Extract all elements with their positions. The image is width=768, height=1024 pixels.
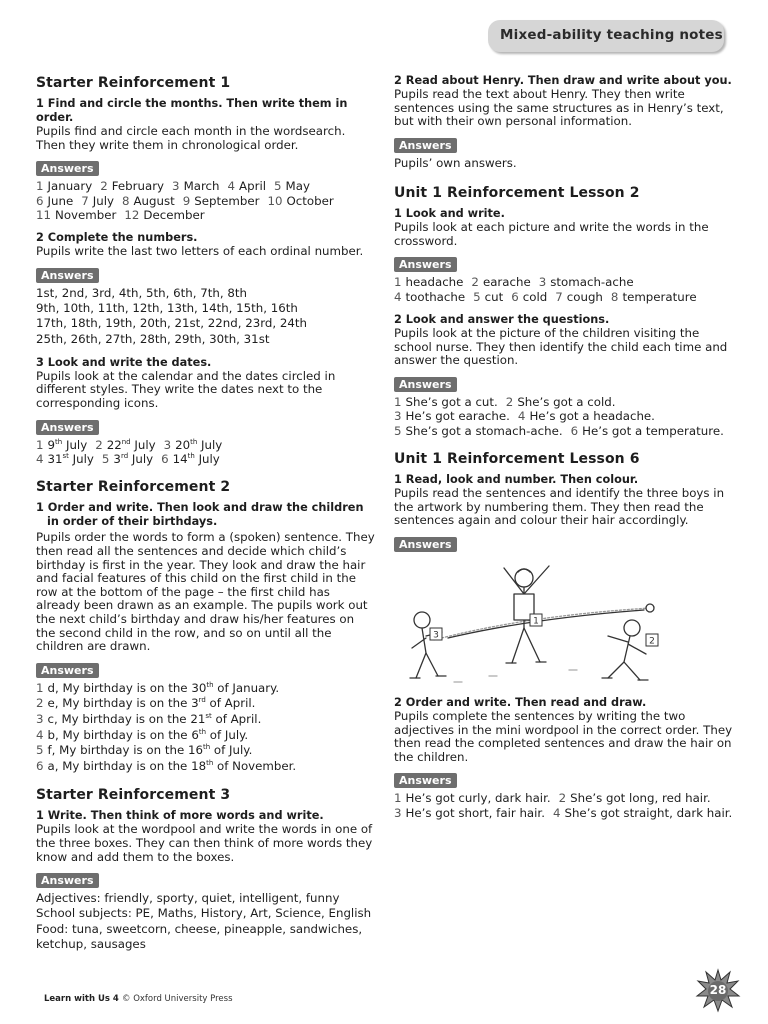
section-title: Starter Reinforcement 3 [36,787,231,804]
answer-text: cut [484,289,504,304]
answer-number: 12 [124,208,140,222]
number-label [530,614,542,627]
answer-number: 6 [161,452,169,466]
answers-label: Answers [36,663,99,678]
exercise-instruction: 2 Complete the numbers. [36,231,198,245]
answer-day: 22 [106,437,122,452]
answer-month: July [128,452,154,466]
answer-line [394,806,739,820]
answer-number: 4 [36,727,44,742]
answer-text: cold [522,289,548,304]
answer-text: She’s got long, red hair. [570,791,711,806]
three-boys-illustration [394,558,724,688]
answer-number: 1 [36,680,44,695]
answer-text: She’s got a cut. [405,394,498,409]
answers-label: Answers [394,377,457,392]
answer-number: 6 [511,289,519,304]
answer-month: July [130,437,156,452]
answer-text: June [47,193,74,208]
answer-number: 2 [100,179,108,194]
svg-text:1: 1 [533,616,539,627]
answers-block [394,395,739,438]
answer-day: 3 [113,452,121,466]
section-title: Unit 1 Reinforcement Lesson 6 [394,451,640,468]
answer-text: May [285,179,310,194]
exercise-instruction: 1 Order and write. Then look and draw the children in order of their birthdays. [36,501,364,529]
answer-number: 1 [394,275,402,290]
answers-label: Answers [394,138,457,153]
answer-day: 30 [191,680,207,695]
answer-text: December [143,208,205,222]
exercise-text: Pupils order the words to form a (spoken) sentence. They then read all the sentences and decide which child’s birthday is first in the year. They look and draw the hair and facial features of this child on the first child in the row at the bottom of the page – the first child has already been drawn as an example. The pupils work out the next child’s birthday and draw his/her features on the second child in the row, and so on until all the children are drawn. [36,530,375,654]
exercise-text: Pupils read the text about Henry. They then write sentences using the same structures as in Henry’s text, but with their own personal information. [394,87,724,129]
exercise-text: Pupils look at the wordpool and write the words in one of the three boxes. They can then think of more words they know and add them to the boxes. [36,822,373,864]
answer-number: 2 [95,437,103,452]
answer-number: 3 [394,409,402,424]
answer-text: of November. [213,758,297,773]
answer-text: March [183,179,220,194]
answer-day: 31 [47,452,63,466]
answer-line [36,728,376,744]
answer-day: 20 [175,437,191,452]
answer-text: He’s got curly, dark hair. [405,791,551,806]
answer-line: School subjects: PE, Maths, History, Art, Science, English [36,906,372,921]
answer-line [394,395,739,409]
answer-number: 5 [473,289,481,304]
answer-day: 16 [187,743,203,758]
answer-number: 5 [394,423,402,438]
answer-number: 2 [36,696,44,711]
answer-number: 1 [36,179,44,194]
answers-block [36,438,376,467]
exercise-text: Pupils look at the calendar and the dates circled in different styles. They write the dates next to the corresponding icons. [36,368,336,410]
section-header-tab [488,20,724,52]
answer-line: Food: tuna, sweetcorn, cheese, pineapple, sandwiches, ketchup, sausages [36,921,363,951]
answer-text: He’s got a temperature. [582,423,724,438]
answer-text: d, My birthday is on the [47,680,192,695]
answer-day: 18 [191,758,207,773]
exercise-text: Pupils complete the sentences by writing the two adjectives in the mini wordpool in the correct order. They then read the completed sentences and draw the hair on the children. [394,708,733,764]
footer-brand: Learn with Us 4 [44,994,119,1004]
answer-month: July [68,452,94,466]
answer-number: 4 [517,409,526,424]
answer-text: temperature [622,289,697,304]
answer-line [36,759,376,775]
answer-line [394,275,739,289]
exercise-instruction: 1 Read, look and number. Then colour. [394,473,639,487]
answer-day: 3 [191,696,199,711]
answer-number: 4 [36,452,44,466]
answer-text: stomach-ache [550,275,634,290]
answer-number: 4 [227,179,236,194]
answer-text: b, My birthday is on the [47,727,192,742]
answer-number: 5 [274,179,282,194]
answer-text: He’s got short, fair hair. [405,805,545,820]
answer-text: October [286,193,334,208]
answer-line: Pupils’ own answers. [394,155,517,170]
answer-line [36,438,376,452]
answer-line: 9th, 10th, 11th, 12th, 13th, 14th, 15th, 16th [36,301,298,316]
answer-text: She’s got a cold. [517,394,616,409]
answer-text: toothache [405,289,466,304]
answer-day: 14 [172,452,188,466]
answer-ordinal-suffix: nd [121,437,131,446]
answer-line [36,179,376,193]
answer-ordinal-suffix: th [187,452,195,461]
answer-number: 2 [558,791,567,806]
answers-block [36,891,376,952]
section-title: Starter Reinforcement 1 [36,75,231,91]
answer-ordinal-suffix: th [206,758,214,767]
answer-number: 4 [394,289,402,304]
answers-block [36,286,376,347]
answer-number: 10 [267,193,283,208]
answer-number: 7 [555,289,563,304]
answer-ordinal-suffix: th [198,727,207,736]
answer-line: 1st, 2nd, 3rd, 4th, 5th, 6th, 7th, 8th [36,286,247,300]
answer-text: of April. [205,696,256,711]
answer-number: 8 [610,289,619,304]
exercise-instruction: 3 Look and write the dates. [36,355,212,369]
answer-text: of July. [206,727,249,742]
answer-text: September [194,193,260,208]
answer-line [36,743,376,759]
exercise-instruction: 2 Read about Henry. Then draw and write about you. [394,74,732,87]
answer-number: 2 [505,394,514,409]
answer-day: 6 [191,727,199,742]
answer-ordinal-suffix: st [62,452,69,461]
exercise-instruction: 2 Look and answer the questions. [394,313,610,327]
section-header-label: Mixed-ability teaching notes [500,27,723,43]
answer-line [36,208,376,222]
page-number: 28 [709,983,727,997]
answer-number: 1 [394,791,402,806]
answer-text: headache [405,275,464,290]
answer-text: He’s got a headache. [529,409,655,424]
answer-ordinal-suffix: rd [198,696,206,705]
answer-number: 3 [163,437,172,452]
answers-block [394,791,739,820]
left-column [36,74,376,952]
answer-ordinal-suffix: st [205,712,212,721]
answer-line: 25th, 26th, 27th, 28th, 29th, 30th, 31st [36,331,270,346]
answer-text: August [133,193,175,208]
exercise-instruction: 2 Order and write. Then read and draw. [394,695,647,709]
answer-number: 4 [552,805,561,820]
answers-label: Answers [36,420,99,435]
answer-number: 1 [36,437,44,452]
svg-text:2: 2 [649,636,655,647]
answer-number: 8 [121,193,130,208]
exercise-text: Pupils look at the picture of the children visiting the school nurse. They then identify the child each time and answer the question. [394,326,728,368]
answer-number: 6 [36,758,44,773]
answer-line [394,424,739,438]
answer-text: c, My birthday is on the [47,711,191,726]
answer-text: November [55,208,117,222]
exercise-instruction: 1 Find and circle the months. Then write them in order. [36,97,348,124]
answer-text: of January. [213,680,280,695]
answers-label: Answers [394,257,457,272]
answer-line [394,791,739,805]
answer-day: 9 [47,437,56,452]
answer-number: 7 [81,193,89,208]
exercise-text: Pupils look at each picture and write the words in the crossword. [394,220,709,248]
answer-text: January [47,179,93,194]
answer-line [36,681,376,697]
answers-block [36,179,376,222]
answer-ordinal-suffix: rd [120,452,129,461]
answer-ordinal-suffix: th [190,437,198,446]
answer-ordinal-suffix: th [206,680,214,689]
answer-number: 9 [182,193,191,208]
right-column [394,74,739,820]
answer-ordinal-suffix: th [55,437,63,446]
answer-number: 3 [394,805,402,820]
answer-line [36,696,376,712]
answer-line: 17th, 18th, 19th, 20th, 21st, 22nd, 23rd, 24th [36,316,307,331]
section-title: Starter Reinforcement 2 [36,479,231,496]
answer-text: f, My birthday is on the [47,743,188,758]
answer-number: 5 [101,452,110,466]
answer-number: 3 [538,275,547,290]
exercise-text: Pupils write the last two letters of each ordinal number. [36,244,364,259]
number-label [646,634,658,647]
answer-number: 6 [36,193,44,208]
number-label [430,628,442,641]
section-title: Unit 1 Reinforcement Lesson 2 [394,185,640,202]
answer-text: cough [566,289,603,304]
exercise-text: Pupils find and circle each month in the wordsearch. Then they write them in chronological order. [36,124,346,152]
answer-text: She’s got straight, dark hair. [564,805,733,820]
answer-number: 3 [172,179,180,194]
answer-number: 11 [36,208,52,222]
answer-month: July [62,437,88,452]
answer-number: 6 [570,423,579,438]
answer-number: 3 [36,711,44,726]
answers-label: Answers [36,873,99,888]
answer-month: July [194,452,220,466]
answer-text: of July. [210,743,253,758]
answer-text: earache [482,275,531,290]
answer-line [394,409,739,423]
footer-copyright: © Oxford University Press [122,994,233,1004]
answer-text: April [239,179,267,194]
answer-text: February [111,179,165,194]
answer-number: 1 [394,394,402,409]
answer-line [36,194,376,208]
svg-text:3: 3 [433,630,439,641]
answers-label: Answers [36,161,99,176]
answer-text: a, My birthday is on the [47,758,192,773]
answer-number: 2 [471,275,479,290]
answers-label: Answers [394,773,457,788]
answer-line [36,712,376,728]
answer-line: Adjectives: friendly, sporty, quiet, intelligent, funny [36,891,340,906]
answers-block [394,275,739,304]
answers-label: Answers [36,268,99,283]
exercise-text: Pupils read the sentences and identify the three boys in the artwork by numbering them. They then read the sentences again and colour their hair accordingly. [394,486,725,528]
exercise-instruction: 1 Write. Then think of more words and write. [36,809,324,823]
answer-text: of April. [211,711,262,726]
answer-text: e, My birthday is on the [47,696,192,711]
answer-month: July [197,437,223,452]
answer-text: July [92,193,114,208]
answer-text: She’s got a stomach-ache. [405,423,563,438]
answers-block [36,681,376,775]
answer-ordinal-suffix: th [203,743,211,752]
answers-label: Answers [394,537,457,552]
answer-day: 21 [190,711,206,726]
answer-line [36,452,376,466]
answer-text: He’s got earache. [405,409,510,424]
answer-line [394,290,739,304]
exercise-instruction: 1 Look and write. [394,207,505,221]
answer-number: 5 [36,743,44,758]
